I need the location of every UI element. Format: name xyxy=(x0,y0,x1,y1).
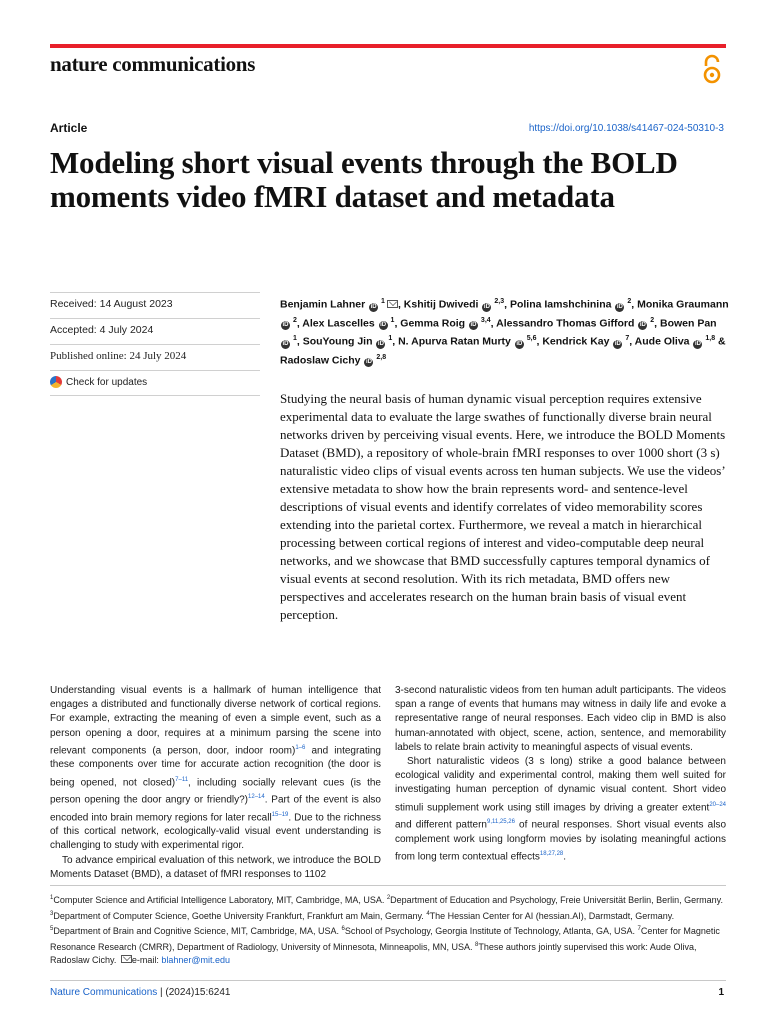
author-affiliation-mark: 1 xyxy=(291,335,297,342)
body-column-right xyxy=(395,684,726,864)
author-affiliation-mark: 1 xyxy=(386,335,393,342)
author-separator: , xyxy=(536,335,543,348)
author-name[interactable]: Alessandro Thomas Gifford xyxy=(496,317,638,329)
open-access-icon xyxy=(700,54,724,86)
article-type: Article xyxy=(50,121,88,135)
orcid-icon[interactable]: iD xyxy=(282,340,289,347)
citation-link[interactable]: 20–24 xyxy=(709,801,726,808)
abstract: Studying the neural basis of human dynamic visual perception requires extensive experimental data to evaluate the large swathes of functionally diverse brain neural networks driven by perceiving visual events. Here, we introduce the BOLD Moments Dataset (BMD), a repository of whole-brain fMRI responses to over 1000 short (3 s) naturalistic video clips of visual events across ten human subjects. We use the videos’ extensive metadata to show how the brain represents word- and sentence-level descriptions of visual events and identify correlates of video memorability scores extending into the parietal cortex. Furthermore, we reveal a match in hierarchical processing between cortical regions of interest and video-computable deep neural networks, and we showcase that BMD successfully captures temporal dynamics of visual events at second resolution. With its rich metadata, BMD offers new perspectives and accelerates research on the human brain basis of visual event perception. xyxy=(280,391,726,622)
published-date: Published online: 24 July 2024 xyxy=(50,344,260,370)
author-name[interactable]: Bowen Pan xyxy=(660,317,717,329)
doi-link[interactable]: https://doi.org/10.1038/s41467-024-50310-3 xyxy=(528,123,724,134)
footer-divider xyxy=(50,980,726,981)
citation-link[interactable]: 7–11 xyxy=(175,776,189,783)
author-name[interactable]: Monika Graumann xyxy=(637,298,729,311)
article-title: Modeling short visual events through the BOLD moments video fMRI dataset and metadata xyxy=(50,145,678,214)
journal-name: nature communications xyxy=(50,52,256,76)
author-name[interactable]: Aude Oliva xyxy=(634,335,693,348)
author-name[interactable]: Kshitij Dwivedi xyxy=(403,298,482,311)
author-name[interactable]: Alex Lascelles xyxy=(302,317,378,329)
citation-link[interactable]: 9,11,25,26 xyxy=(487,819,515,826)
author-affiliation-mark: 2,8 xyxy=(374,353,387,361)
orcid-icon[interactable]: iD xyxy=(377,340,384,347)
mail-icon xyxy=(121,955,132,963)
check-updates-row[interactable] xyxy=(50,370,260,396)
article-history xyxy=(50,292,260,396)
affiliation-number: 1 xyxy=(50,895,54,901)
citation-link[interactable]: 15–19 xyxy=(271,811,289,818)
author-affiliation-mark: 1,8 xyxy=(703,335,716,342)
author-name[interactable]: Gemma Roig xyxy=(400,317,468,329)
orcid-icon[interactable]: iD xyxy=(483,303,490,310)
orcid-icon[interactable]: iD xyxy=(516,340,523,347)
author-name[interactable]: Radoslaw Cichy xyxy=(280,354,364,366)
author-affiliation-mark: 1 xyxy=(388,316,395,324)
affiliation-number: 4 xyxy=(426,910,430,917)
crossmark-icon xyxy=(50,376,62,388)
author-name[interactable]: Kendrick Kay xyxy=(542,335,613,348)
check-updates-label: Check for updates xyxy=(66,376,148,388)
intro-paragraph-3: 3-second naturalistic videos from ten human adult participants. The videos span a range of events that humans may witness in daily life and evoke a representative range of neural responses. Each video clip in BMD is also human-annotated with object, scene, action, sentence, and memorability labels to relate brain activity to meaningful aspects of visual events. xyxy=(395,685,726,753)
email-label: e-mail: xyxy=(131,955,162,965)
author-separator: , xyxy=(490,317,497,329)
orcid-icon[interactable]: iD xyxy=(614,340,621,347)
affiliation-number: 7 xyxy=(637,926,641,932)
orcid-icon[interactable]: iD xyxy=(365,359,372,365)
orcid-icon[interactable]: iD xyxy=(470,322,477,328)
author-affiliation-mark: 1 xyxy=(379,298,385,305)
received-date: Received: 14 August 2023 xyxy=(50,292,260,318)
footer-volume: | (2024)15:6241 xyxy=(157,987,231,998)
orcid-icon[interactable]: iD xyxy=(380,322,387,328)
author-affiliation-mark: 3,4 xyxy=(478,316,491,324)
author-name[interactable]: SouYoung Jin xyxy=(302,335,376,348)
email-link[interactable]: blahner@mit.edu xyxy=(161,955,231,965)
author-affiliation-mark: 2 xyxy=(291,316,297,324)
orcid-icon[interactable]: iD xyxy=(694,340,701,347)
orcid-icon[interactable]: iD xyxy=(370,303,377,310)
author-affiliation-mark: 2,3 xyxy=(492,298,505,305)
author-affiliation-mark: 2 xyxy=(648,316,655,324)
affiliation-text: $^1$Computer Science and Artificial Intelligence Laboratory, MIT, Cambridge, MA, USA. $^2$Department of Education and Psychology, Freie Universität Berlin, Berlin, Germany. $^3$Department of Computer Science, Goethe University Frankfurt, Frankfurt am Main, Germany. $^4$The Hessian Center for AI (hessian.AI), Darmstadt, Germany. $^5$Department of Brain and Cognitive Science, MIT, Cambridge, MA, USA. $^6$School of Psychology, Georgia Institute of Technology, Atlanta, GA, USA. $^7$Center for Magnetic Resonance Research (CMRR), Department of Radiology, University of Minnesota, Minneapolis, MN, USA. $^8$These authors jointly supervised this work: Aude Oliva, Radoslaw Cichy. xyxy=(50,895,723,965)
footnote-divider xyxy=(50,885,726,886)
page-number: 1 xyxy=(718,987,724,998)
author-separator: , xyxy=(397,298,404,311)
check-updates-button[interactable] xyxy=(50,376,260,388)
footer-citation xyxy=(50,987,230,998)
footer-journal-link[interactable]: Nature Communications xyxy=(50,987,158,998)
orcid-icon[interactable]: iD xyxy=(282,322,289,328)
author-affiliation-mark: 7 xyxy=(623,335,630,342)
body-column-left xyxy=(50,684,381,882)
author-separator: , xyxy=(631,298,638,311)
author-affiliation-mark: 5,6 xyxy=(524,335,537,342)
author-affiliation-mark: 2 xyxy=(625,298,632,305)
author-list xyxy=(280,294,730,368)
affiliation-number: 2 xyxy=(386,895,391,901)
author-separator: , xyxy=(654,317,660,329)
affiliation-number: 6 xyxy=(341,926,345,932)
affiliations xyxy=(50,892,726,968)
author-name[interactable]: Benjamin Lahner xyxy=(280,298,369,311)
citation-link[interactable]: 1–6 xyxy=(295,744,306,751)
author-separator: , xyxy=(629,335,635,348)
author-name[interactable]: Polina Iamshchinina xyxy=(509,298,615,311)
author-separator: , xyxy=(392,335,399,348)
author-separator: , xyxy=(504,298,510,311)
author-separator: , xyxy=(296,335,303,348)
orcid-icon[interactable]: iD xyxy=(616,303,623,310)
citation-link[interactable]: 12–14 xyxy=(248,794,265,801)
intro-paragraph-1: Understanding visual events is a hallmark of human intelligence that engages a distributed and functionally diverse network of cortical regions. For example, extracting the meaning of even a simple event, such as a person opening a door, requires at a minimum parsing the scene into relevant components (a person, door, indoor room)$^{1-6}$ and integrating these components over time for accurate action recognition (the door is being opened, not closed)$^{7-11}$, including socially relevant cues (is the person opening the door angry or friendly?)$^{12-14}$. Part of the event is also encoded into brain memory regions for later recall$^{15-19}$. Due to the richness of this cortical network, ecologically-valid visual event understanding is challenging to study with experimental rigor. xyxy=(50,685,382,852)
citation-link[interactable]: 18,27,28 xyxy=(539,850,564,857)
author-separator: & xyxy=(715,335,726,348)
author-separator: , xyxy=(296,317,303,329)
intro-paragraph-4: Short naturalistic videos (3 s long) strike a good balance between ecological validity and experimental control, making them well suited for investigating human perception of dynamic visual content. Short video stimuli supplement work using still images by driving a greater extent$^{20-24}$ and different pattern$^{9,11,25,26}$ of neural responses. Short visual events also complement work using longform movies by isolating meaningful actions from long term contextual effects$^{18,27,28}$. xyxy=(395,756,727,863)
author-name[interactable]: N. Apurva Ratan Murty xyxy=(398,335,514,348)
mail-icon[interactable] xyxy=(387,300,398,308)
affiliation-number: 8 xyxy=(475,941,479,948)
affiliation-number: 5 xyxy=(50,926,54,932)
header-accent-bar xyxy=(50,44,726,48)
author-separator: , xyxy=(394,317,401,329)
intro-paragraph-2: To advance empirical evaluation of this network, we introduce the BOLD Moments Dataset (BMD), a dataset of fMRI responses to 1102 xyxy=(50,854,381,880)
orcid-icon[interactable]: iD xyxy=(639,322,646,328)
accepted-date: Accepted: 4 July 2024 xyxy=(50,318,260,344)
affiliation-number: 3 xyxy=(50,910,54,917)
